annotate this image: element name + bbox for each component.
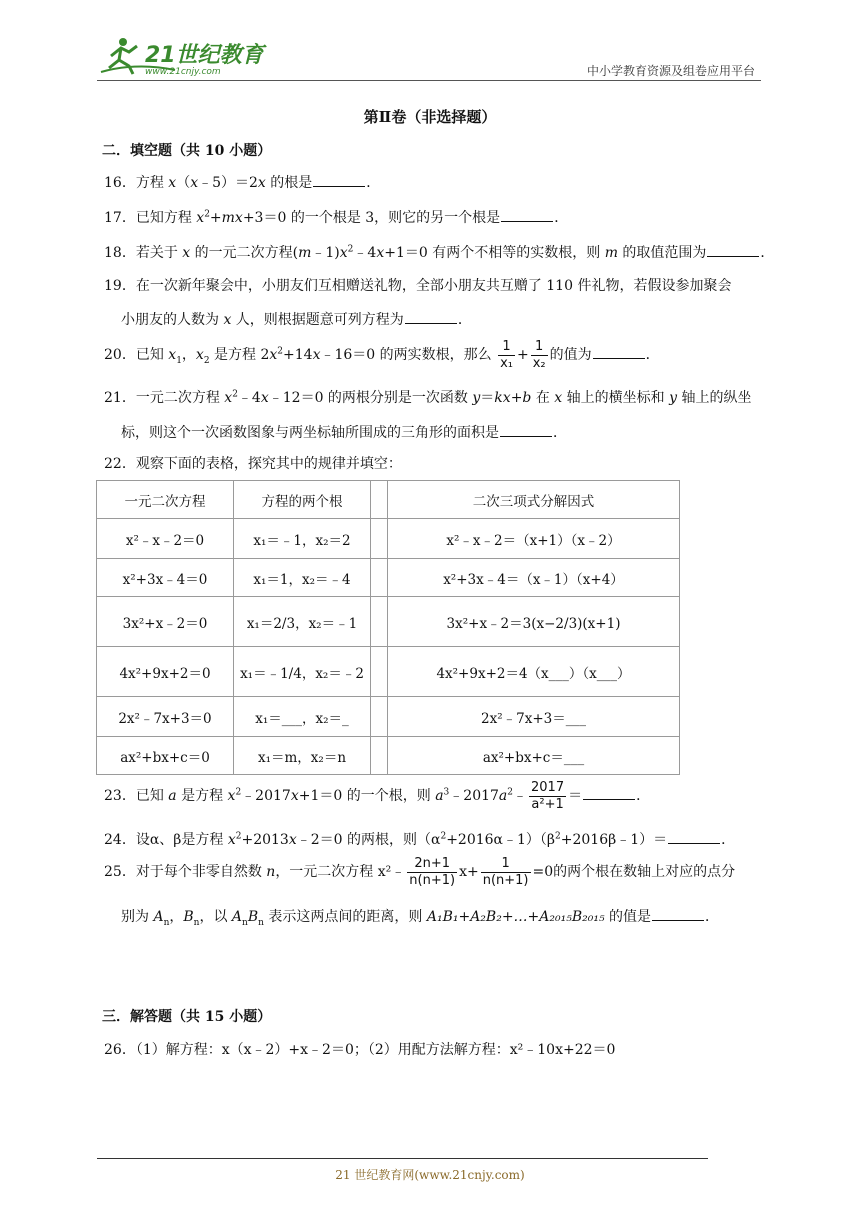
table-row [97,697,680,737]
table-row [97,737,680,775]
table-cell: x₁＝1，x₂＝﹣4 [234,559,371,597]
section-heading-answer: 三．解答题（共 15 小题） [102,1009,272,1025]
header-platform-text: 中小学教育资源及组卷应用平台 [586,64,755,78]
table-cell[interactable]: ax²+bx+c＝___ [388,737,680,775]
site-logo [97,34,267,80]
answer-blank[interactable] [707,242,759,257]
fraction-2n-plus-1: $\frac{2n+1}{n(n+1)}$ [409,855,456,888]
table-cell: 3x²+x﹣2＝0 [97,597,234,647]
table-header: 方程的两个根 [234,481,371,519]
table-cell[interactable]: 4x²+9x+2＝4（x___）（x___） [388,647,680,697]
question-25-line2: 别为 $A_n$，$B_n$，以 $A_nB_n$ 表示这两点间的距离，则 A₁B₁+A₂B₂+…+A₂₀₁₅B₂₀₁₅ 的值是 ． [121,906,719,927]
table-cell: x₁＝﹣1/4，x₂＝﹣2 [234,647,371,697]
question-21-line2: 标，则这个一次函数图象与两坐标轴所围成的三角形的面积是 ． [121,422,567,443]
table-header: 一元二次方程 [97,481,234,519]
question-24: 24．设α、β是方程 $x^2+2013x﹣2=0$ 的两根，则$(\alpha^2+2016\alpha﹣1)(\beta^2+2016\beta﹣1)=$ ． [104,829,735,850]
table-cell: x₁＝2/3，x₂＝﹣1 [234,597,371,647]
logo-text: 21世纪教育 [145,43,264,68]
question-18: 18．若关于 x 的一元二次方程$(m﹣1)x^2﹣4x+1=0$ 有两个不相等的实数根，则 m 的取值范围为 ． [104,242,774,263]
table-cell: 4x²+9x+2＝0 [97,647,234,697]
table-row [97,597,680,647]
table-header-row [97,481,680,519]
table-cell[interactable]: 2x²﹣7x+3＝___ [388,697,680,737]
answer-blank[interactable] [313,172,365,187]
table-row [97,559,680,597]
table-row [97,647,680,697]
question-25: 25．对于每个非零自然数 n，一元二次方程 x²﹣ $\frac{2n+1}{n(n+1)}$ x+ $\frac{1}{n(n+1)}$ =0的两个根在数轴上对应的点分 [104,855,736,888]
question-21: 21．一元二次方程 $x^2﹣4x﹣12=0$ 的两根分别是一次函数 y＝kx+b 在 x 轴上的横坐标和 y 轴上的纵坐 [104,389,752,406]
answer-blank[interactable] [668,829,720,844]
question-17: 17．已知方程 $x^2+mx+3=0$ 的一个根是 3，则它的另一个根是 ． [104,207,568,228]
question-26: 26．（1）解方程：x（x﹣2）+x﹣2＝0；（2）用配方法解方程：x²﹣10x+22＝0 [104,1042,616,1058]
table-cell: x²﹣x﹣2＝（x+1）（x﹣2） [388,519,680,559]
question-16: 16．方程 x（x﹣5）＝2x 的根是 ． [104,172,380,193]
table-row [97,519,680,559]
answer-blank[interactable] [652,906,704,921]
answer-blank[interactable] [583,785,635,800]
table-cell: x²﹣x﹣2＝0 [97,519,234,559]
table-cell: ax²+bx+c＝0 [97,737,234,775]
fraction-1-over-x2: $\frac{1}{\text{x₂}}$ [532,338,546,371]
answer-blank[interactable] [405,309,457,324]
page-title: 第Ⅱ卷（非选择题） [363,108,497,126]
table-cell[interactable]: x₁＝___，x₂＝_ [234,697,371,737]
question-19: 19．在一次新年聚会中，小朋友们互相赠送礼物，全部小朋友共互赠了 110 件礼物，若假设参加聚会 [104,278,732,294]
table-cell: x₁＝﹣1，x₂＝2 [234,519,371,559]
question-20: 20．已知 $x_1$，$x_2$ 是方程 $2x^2+14x﹣16=0$ 的两实数根，那么 $\frac{1}{\text{x₁}}$ + $\frac{1}{\text{x₂}}$ 的值为 ． [104,338,660,371]
answer-blank[interactable] [593,344,645,359]
answer-blank[interactable] [501,207,553,222]
table-cell: x₁＝m，x₂＝n [234,737,371,775]
table-cell: 2x²﹣7x+3＝0 [97,697,234,737]
page-footer: 21 世纪教育网(www.21cnjy.com) [335,1168,525,1182]
page-header [97,34,761,82]
answer-blank[interactable] [500,422,552,437]
question-22: 22．观察下面的表格，探究其中的规律并填空： [104,456,402,472]
pattern-table [96,480,680,775]
section-heading-fill-in: 二．填空题（共 10 小题） [102,143,272,159]
table-cell: x²+3x﹣4＝（x﹣1）（x+4） [388,559,680,597]
table-cell: x²+3x﹣4＝0 [97,559,234,597]
fraction-1-over-n-n-plus-1: $\frac{1}{n(n+1)}$ [482,855,529,888]
fraction-2017-over-a2-plus-1: $\frac{2017}{\text{a²+1}}$ [531,779,565,812]
fraction-1-over-x1: $\frac{1}{\text{x₁}}$ [500,338,513,371]
table-cell: 3x²+x﹣2＝3(x−2/3)(x+1) [388,597,680,647]
question-23: 23．已知 a 是方程 $x^2﹣2017x+1=0$ 的一个根，则 $a^3﹣2017a^2﹣$ $\frac{2017}{\text{a²+1}}$ ＝ ． [104,779,651,812]
footer-divider [97,1158,708,1159]
table-header: 二次三项式分解因式 [388,481,680,519]
question-19-line2: 小朋友的人数为 x 人，则根据题意可列方程为 ． [121,309,472,330]
logo-url: www.21cnjy.com [145,67,221,77]
header-divider [97,80,761,81]
